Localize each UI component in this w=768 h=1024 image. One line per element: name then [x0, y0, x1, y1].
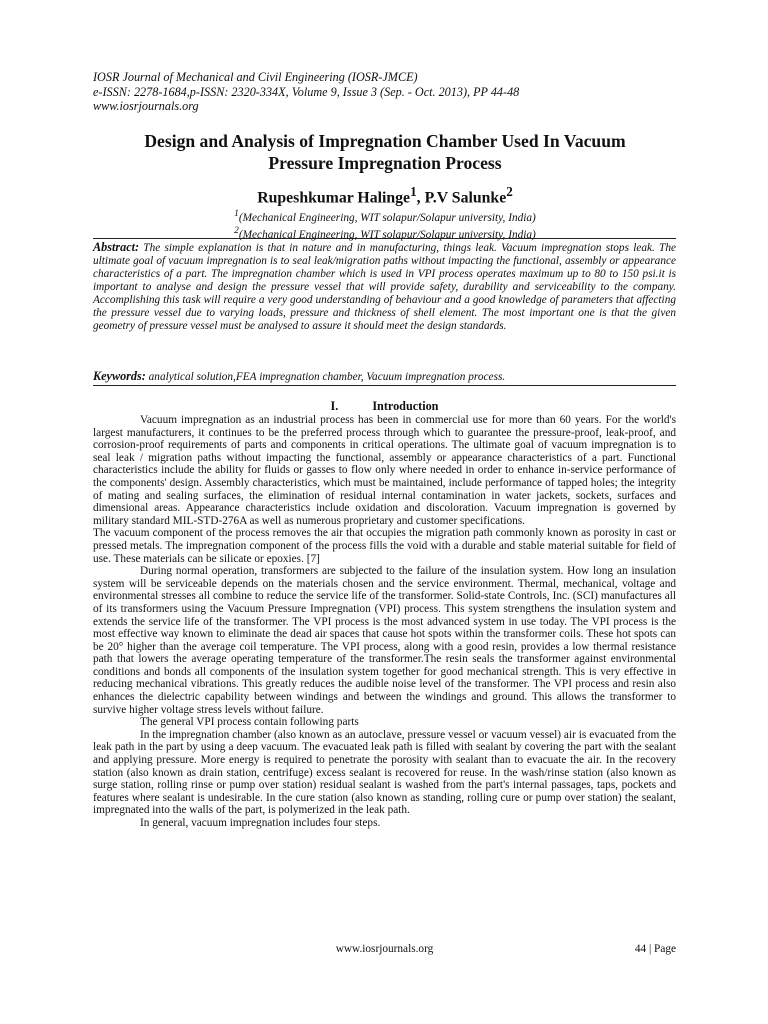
page-footer [93, 943, 676, 959]
section-title: Introduction [372, 399, 439, 413]
top-rule [93, 238, 676, 239]
paragraph: During normal operation, transformers are subjected to the failure of the insulation system. How long an insulation system will be serviceable depends on the materials chosen and the service environment. Thermal, mechanical, voltage and environmental stresses all combine to reduce the service life of the transformer. Solid-state Controls, Inc. (SCI) manufactures all of its transformers using the Vacuum Pressure Impregnation (VPI) process. This system strengthens the insulation system and extends the service life of the transformer. The VPI process is the most advanced system in use today. The VPI process is the most effective way known to eliminate the dead air spaces that cause hot spots within the transformer coils. These hot spots can be 20° higher than the average coil temperature. The VPI process, along with a good resin, provides a low thermal resistance path that lowers the average operating temperature of the transformer.The resin seals the transformer against environmental conditions and bonds all components of the insulation system together for good mechanical strength. This is very effective in reducing mechanical vibrations. This greatly reduces the audible noise level of the transformer. The VPI process and resin also enhances the dielectric capability between windings and between the windings and ground. This allows the transformer to survive higher voltage stress levels without failure. [93, 565, 676, 716]
keywords [93, 369, 676, 384]
journal-issn: e-ISSN: 2278-1684,p-ISSN: 2320-334X, Volume 9, Issue 3 (Sep. - Oct. 2013), PP 44-48 [93, 84, 520, 99]
keywords-label: Keywords: [93, 369, 146, 383]
paper-title-line-1: Design and Analysis of Impregnation Chamber Used In Vacuum [144, 131, 626, 151]
page-number: 44 | Page [634, 943, 676, 955]
section-number: I. [330, 399, 339, 413]
author-affiliation-marker: 2 [506, 184, 513, 199]
body-text [93, 414, 676, 830]
author-name: Rupeshkumar Halinge [257, 189, 411, 207]
section-heading [93, 399, 676, 414]
abstract [93, 241, 676, 333]
affiliation-line: $^2$(Mechanical Engineering, WIT solapur/Solapur university, India) [234, 225, 536, 241]
journal-name: IOSR Journal of Mechanical and Civil Engineering (IOSR-JMCE) [93, 70, 418, 84]
author-list [88, 184, 682, 207]
journal-url[interactable]: www.iosrjournals.org [93, 99, 199, 114]
paragraph: Vacuum impregnation as an industrial process has been in commercial use for more than 60 years. For the world's largest manufacturers, it continues to be the preferred process through which to guarantee the pressure-proof, leak-proof, and corrosion-proof requirements of parts and components in critical operations. The ultimate goal of vacuum impregnation is to seal leak / migration paths without impacting the functional, assembly or appearance characteristics of a part. Functional characteristics include the ability for fluids or gasses to flow only where needed in order to enhance in-service performance of the components' design. Assembly characteristics, which must be maintained, include performance of tapped holes; the integrity of mating and sealing surfaces, the elimination of residual internal contamination in water jackets, sockets, surfaces and dimensional areas. Appearance characteristics include oxidation and discoloration. Vacuum impregnation is governed by military standard MIL-STD-276A as well as numerous proprietary and customer specifications. [93, 414, 676, 527]
paper-title-line-2: Pressure Impregnation Process [268, 153, 502, 173]
keywords-text: analytical solution,FEA impregnation chamber, Vacuum impregnation process. [148, 371, 506, 383]
affiliation-line: $^1$(Mechanical Engineering, WIT solapur/Solapur university, India) [234, 209, 536, 224]
footer-url[interactable]: www.iosrjournals.org [335, 943, 434, 955]
paragraph: In the impregnation chamber (also known as an autoclave, pressure vessel or vacuum vessel) air is evacuated from the leak path in the part by using a deep vacuum. The evacuated leak path is filled with sealant by covering the part with the sealant and applying pressure. More energy is required to penetrate the porosity with sealant than to evacuate the air. In the recovery station (also known as drain station, centrifuge) excess sealant is recovered for reuse. In the wash/rinse station (also known as surge station, rolling rinse or pump over station) residual sealant is washed from the part's internal passages, taps, pockets and features where sealant is undesirable. In the cure station (also known as standing, rolling cure or pump over station) the sealant, impregnated into the walls of the part, is polymerized in the leak path. [93, 728, 676, 817]
paper-title [88, 130, 682, 174]
bottom-rule [93, 385, 676, 386]
author-separator: , [416, 189, 425, 207]
author-affiliation-marker: 1 [410, 184, 417, 199]
abstract-text: The simple explanation is that in nature and in manufacturing, things leak. Vacuum impregnation stops leak. The ultimate goal of vacuum impregnation is to seal leak/migration paths without impacting the functional, assembly or appearance characteristics of a part. The impregnation chamber which is used in VPI process operates maximum up to 80 to 150 psi.it is important to analyse and design the pressure vessel that will provide safety, durability and serviceability to the company. Accomplishing this task will require a very good understanding of behaviour and a good knowledge of parameters that affecting the pressure vessel due to varying loads, pressure and thickness of shell element. The most important one is that the given geometry of pressure vessel must be analysed to assure it should meet the design standards. [93, 242, 676, 333]
journal-masthead [93, 70, 519, 114]
affiliations [88, 208, 682, 242]
paragraph: The general VPI process contain following parts [140, 716, 359, 729]
paragraph: In general, vacuum impregnation includes four steps. [140, 817, 381, 829]
abstract-label: Abstract: [93, 240, 140, 254]
author-name: P.V Salunke [424, 189, 507, 207]
paragraph: The vacuum component of the process removes the air that occupies the migration path commonly known as porosity in cast or pressed metals. The impregnation component of the process fills the void with a durable and stable material suitable for field of use. These materials can be silicate or epoxies. [7] [93, 527, 676, 565]
